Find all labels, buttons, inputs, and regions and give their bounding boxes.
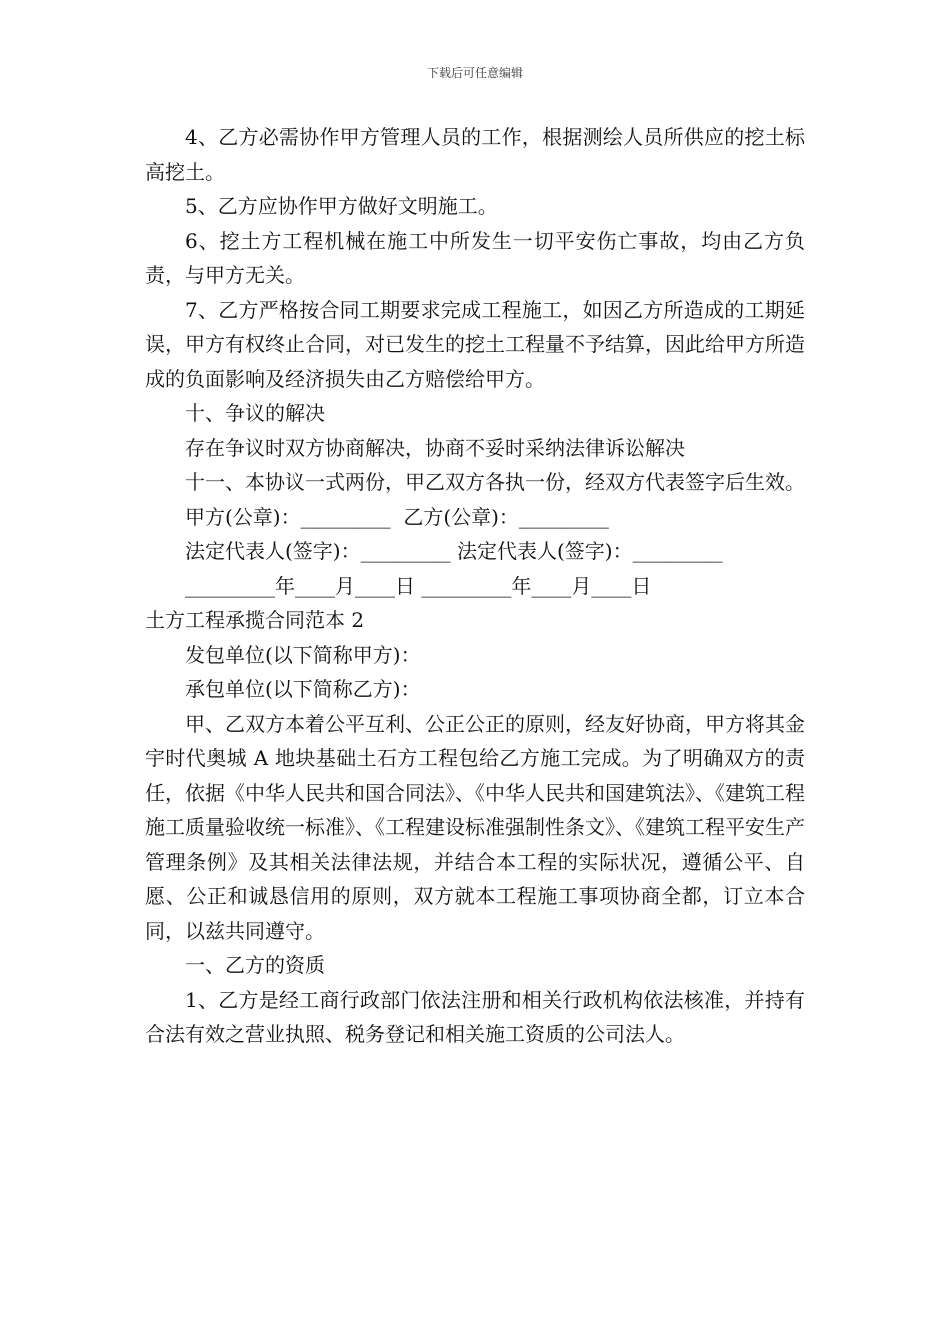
contract-2-title: 土方工程承揽合同范本 2 (145, 608, 365, 632)
dispute-text: 存在争议时双方协商解决，协商不妥时采纳法律诉讼解决 (185, 435, 685, 460)
clause-4: 4、乙方必需协作甲方管理人员的工作，根据测绘人员所供应的挖土标高挖土。 (145, 125, 805, 184)
seal-line: 甲方(公章)：_________ 乙方(公章)：_________ (185, 504, 609, 529)
clause-6: 6、挖土方工程机械在施工中所发生一切平安伤亡事故，均由乙方负责，与甲方无关。 (145, 228, 805, 287)
qualification-item-1: 1、乙方是经工商行政部门依法注册和相关行政机构依法核准，并持有合法有效之营业执照、税务登记和相关施工资质的公司法人。 (145, 987, 805, 1046)
party-b-line: 承包单位(以下简称乙方)： (185, 677, 421, 701)
representative-line: 法定代表人(签字)：_________ 法定代表人(签字)：_________ (185, 539, 723, 563)
section-eleven-text: 十一、本协议一式两份，甲乙双方各执一份，经双方代表签字后生效。 (185, 470, 805, 494)
section-heading-dispute: 十、争议的解决 (185, 401, 325, 425)
date-line: _________年____月____日 _________年____月____日 (185, 573, 652, 598)
intro-paragraph: 甲、乙双方本着公平互利、公正公正的原则，经友好协商，甲方将其金宇时代奥城 A 地块基础土石方工程包给乙方施工完成。为了明确双方的责任，依据《中华人民共和国合同法》、《中华人民共和国建筑法》、《建筑工程施工质量验收统一标准》、《工程建设标准强制性条文》、《建筑工程平安生产管理条例》及其相关法律法规，并结合本工程的实际状况，遵循公平、自愿、公正和诚恳信用的原则，双方就本工程施工事项协商全都，订立本合同，以兹共同遵守。 (145, 711, 805, 943)
party-a-line: 发包单位(以下简称甲方)： (185, 642, 421, 667)
document-body (145, 120, 805, 1052)
clause-5: 5、乙方应协作甲方做好文明施工。 (185, 194, 498, 218)
section-heading-qualification: 一、乙方的资质 (185, 953, 325, 977)
page-header: 下载后可任意编辑 (426, 66, 523, 80)
clause-7: 7、乙方严格按合同工期要求完成工程施工，如因乙方所造成的工期延误，甲方有权终止合同，对已发生的挖土工程量不予结算，因此给甲方所造成的负面影响及经济损失由乙方赔偿给甲方。 (145, 297, 805, 391)
